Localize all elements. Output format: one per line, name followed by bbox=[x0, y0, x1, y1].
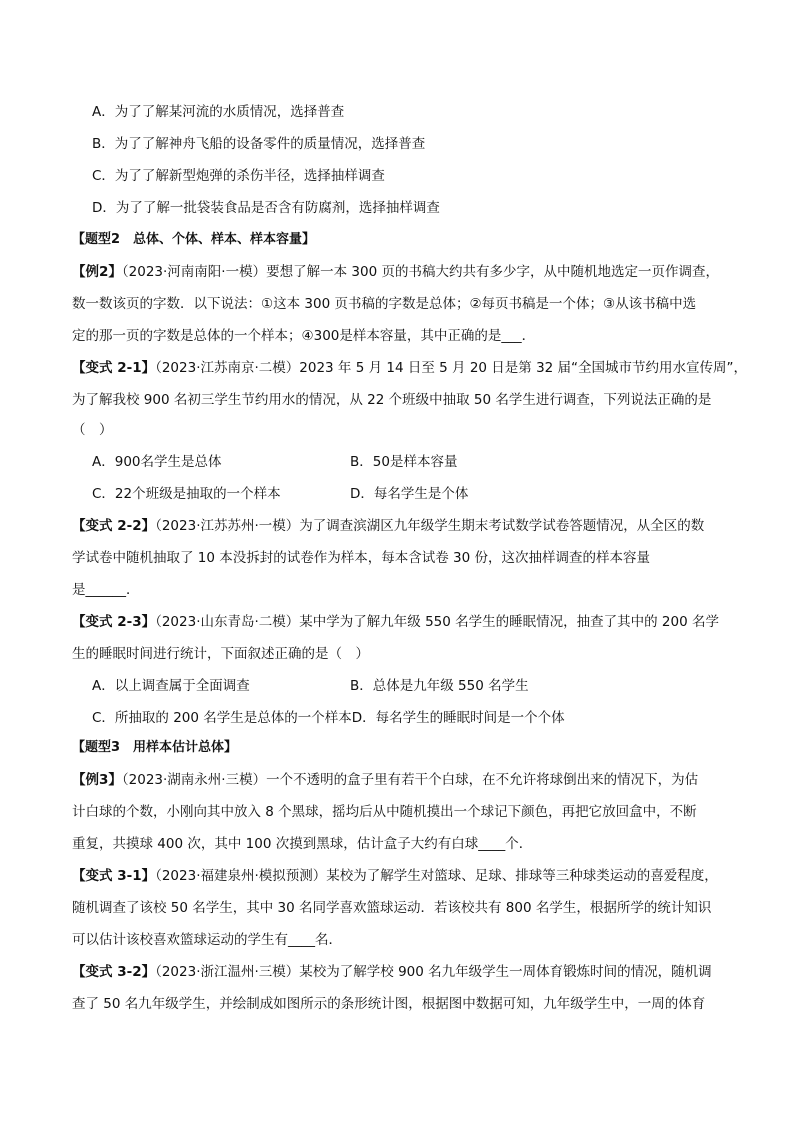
example-2-line-2: 数一数该页的字数．以下说法：①这本 300 页书稿的字数是总体；②每页书稿是一个体；③从该书稿中选 bbox=[72, 296, 697, 312]
variant-2-3-option-b: B．总体是九年级 550 名学生 bbox=[350, 678, 529, 694]
variant-2-2-tag: 【变式 2-2】 bbox=[72, 518, 156, 534]
section-heading-type3: 【题型3 用样本估计总体】 bbox=[72, 740, 238, 755]
variant-2-1-option-c: C．22个班级是抽取的一个样本 bbox=[92, 486, 281, 502]
variant-2-3-option-cd: C．所抽取的 200 名学生是总体的一个样本D．每名学生的睡眠时间是一个个体 bbox=[92, 710, 565, 726]
variant-3-2-line-1 bbox=[72, 962, 712, 982]
variant-2-1-tag: 【变式 2-1】 bbox=[72, 360, 156, 376]
variant-3-1-line-1 bbox=[72, 866, 718, 886]
variant-2-3-text-1: （2023·山东青岛·二模）某中学为了解九年级 550 名学生的睡眠情况，抽查了其中的 200 名学 bbox=[155, 614, 719, 630]
example-3-line-2: 计白球的个数，小刚向其中放入 8 个黑球，摇均后从中随机摸出一个球记下颜色，再把它放回盒中，不断 bbox=[72, 804, 697, 820]
option-b: B．为了了解神舟飞船的设备零件的质量情况，选择普查 bbox=[92, 136, 426, 152]
variant-2-3-option-a: A．以上调查属于全面调查 bbox=[92, 678, 250, 694]
variant-2-3-tag: 【变式 2-3】 bbox=[72, 614, 156, 630]
variant-2-3-line-1 bbox=[72, 612, 719, 632]
variant-2-2-line-3: 是______． bbox=[72, 582, 140, 598]
option-c: C．为了了解新型炮弹的杀伤半径，选择抽样调查 bbox=[92, 168, 385, 184]
option-a: A．为了了解某河流的水质情况，选择普查 bbox=[92, 104, 345, 120]
variant-3-1-tag: 【变式 3-1】 bbox=[72, 868, 156, 884]
example-2-line-1 bbox=[72, 262, 719, 282]
variant-2-3-line-2: 生的睡眠时间进行统计，下面叙述正确的是（ ） bbox=[72, 646, 369, 662]
option-d: D．为了了解一批袋装食品是否含有防腐剂，选择抽样调查 bbox=[92, 200, 440, 216]
variant-3-1-text-1: （2023·福建泉州·模拟预测）某校为了解学生对篮球、足球、排球等三种球类运动的喜爱程度， bbox=[155, 868, 718, 884]
example-3-tag: 【例3】 bbox=[72, 772, 122, 788]
variant-3-2-tag: 【变式 3-2】 bbox=[72, 964, 156, 980]
section-heading-type2: 【题型2 总体、个体、样本、样本容量】 bbox=[72, 232, 316, 247]
variant-2-1-line-2: 为了解我校 900 名初三学生节约用水的情况，从 22 个班级中抽取 50 名学生进行调查，下列说法正确的是 bbox=[72, 392, 712, 408]
variant-2-1-line-1 bbox=[72, 358, 747, 378]
variant-2-2-line-2: 学试卷中随机抽取了 10 本没拆封的试卷作为样本，每本含试卷 30 份，这次抽样调查的样本容量 bbox=[72, 550, 651, 566]
variant-2-2-line-1 bbox=[72, 516, 704, 536]
example-3-line-1 bbox=[72, 770, 698, 790]
example-2-line-3: 定的那一页的字数是总体的一个样本；④300是样本容量，其中正确的是___． bbox=[72, 328, 536, 344]
variant-2-1-line-3: （ ） bbox=[72, 422, 113, 438]
variant-3-1-line-2: 随机调查了该校 50 名学生，其中 30 名同学喜欢篮球运动．若该校共有 800 名学生，根据所学的统计知识 bbox=[72, 900, 712, 916]
example-2-tag: 【例2】 bbox=[72, 264, 122, 280]
variant-2-1-text-1: （2023·江苏南京·二模）2023 年 5 月 14 日至 5 月 20 日是第 32 届“全国城市节约用水宣传周”， bbox=[155, 360, 748, 376]
variant-2-2-text-1: （2023·江苏苏州·一模）为了调查滨湖区九年级学生期末考试数学试卷答题情况，从全区的数 bbox=[155, 518, 705, 534]
variant-3-2-text-1: （2023·浙江温州·三模）某校为了解学校 900 名九年级学生一周体育锻炼时间的情况，随机调 bbox=[155, 964, 712, 980]
variant-2-1-option-b: B．50是样本容量 bbox=[350, 454, 458, 470]
variant-2-1-option-d: D．每名学生是个体 bbox=[350, 486, 469, 502]
variant-3-1-line-3: 可以估计该校喜欢篮球运动的学生有____名． bbox=[72, 932, 342, 948]
variant-3-2-line-2: 查了 50 名九年级学生，并绘制成如图所示的条形统计图，根据图中数据可知，九年级学生中，一周的体育 bbox=[72, 996, 706, 1012]
variant-2-1-option-a: A．900名学生是总体 bbox=[92, 454, 222, 470]
example-2-text-1: （2023·河南南阳·一模）要想了解一本 300 页的书稿大约共有多少字，从中随机地选定一页作调查， bbox=[121, 264, 719, 280]
example-3-line-3: 重复，共摸球 400 次，其中 100 次摸到黑球，估计盒子大约有白球____个． bbox=[72, 836, 533, 852]
example-3-text-1: （2023·湖南永州·三模）一个不透明的盒子里有若干个白球，在不允许将球倒出来的情况下，为估 bbox=[121, 772, 699, 788]
